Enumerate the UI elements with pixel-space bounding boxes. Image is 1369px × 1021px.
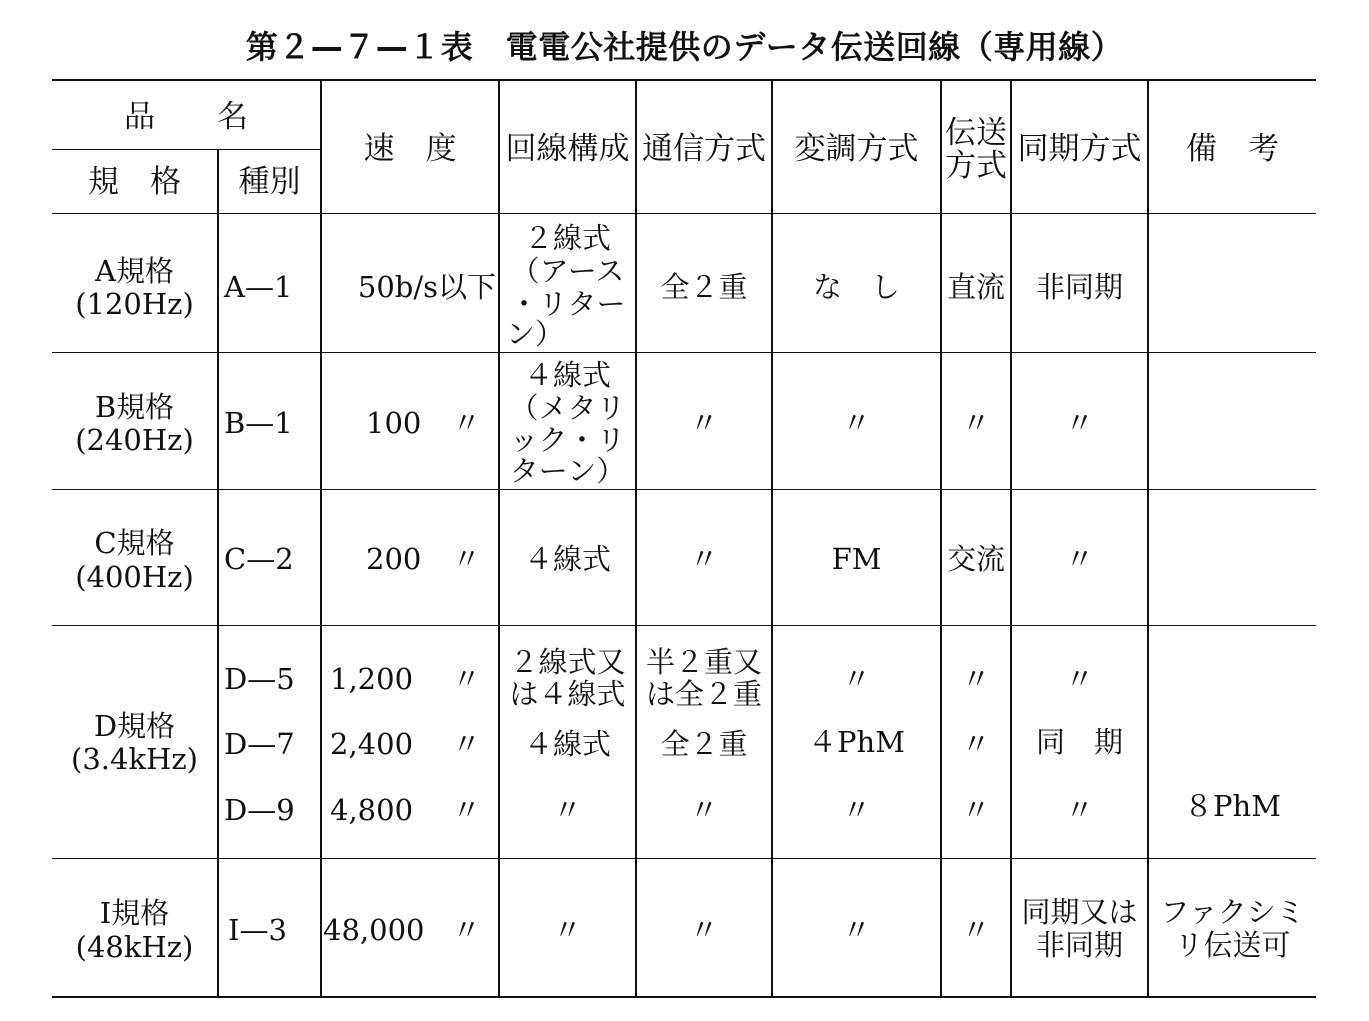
row-i-shubetsu: I—3 (228, 913, 287, 947)
row-i-kikaku-freq: (48kHz) (75, 930, 194, 964)
col-divider-shubetsu (320, 80, 322, 996)
row-d5-shubetsu: D—5 (224, 662, 295, 696)
row-b-tsushin: 〃 (689, 406, 719, 440)
row-d5-sokudo-ditto: 〃 (452, 662, 482, 696)
row-a-kikaku-freq: (120Hz) (75, 287, 194, 321)
row-c-densou: 交流 (946, 542, 1005, 576)
row-b-douki: 〃 (1064, 406, 1094, 440)
row-d7-douki: 同 期 (1035, 725, 1123, 759)
row-d7-densou: 〃 (961, 727, 991, 761)
row-b-kikaku-name: B規格 (94, 390, 175, 424)
row-a-kaisen-1: ２線式 (523, 221, 611, 255)
row-c-sokudo-ditto: 〃 (452, 542, 482, 576)
row-b-kaisen-2: （メタリ (509, 391, 626, 425)
row-a-douki: 非同期 (1035, 270, 1123, 304)
row-d9-douki: 〃 (1064, 793, 1094, 827)
row-d7-kaisen: ４線式 (523, 727, 611, 761)
row-a-kaisen-3: ・リター (509, 287, 626, 321)
row-i-hencho: 〃 (841, 913, 871, 947)
row-c-douki: 〃 (1064, 542, 1094, 576)
row-a-kaisen-4: ン） (506, 317, 565, 351)
row-d9-hencho: 〃 (841, 793, 871, 827)
row-c-kaisen: ４線式 (523, 542, 611, 576)
header-hinmei: 品 名 (124, 99, 248, 135)
header-biko: 備 考 (1186, 131, 1279, 167)
row-a-shubetsu: A—1 (224, 270, 293, 304)
row-b-kaisen-3: ック・リ (509, 423, 626, 457)
row-i-biko-2: リ伝送可 (1174, 928, 1291, 962)
row-i-douki-1: 同期又は (1021, 895, 1138, 929)
row-d9-sokudo: 4,800 (330, 793, 414, 827)
row-a-sokudo: 50b/s以下 (357, 270, 496, 304)
col-divider-kaisen (635, 80, 637, 996)
row-i-douki-2: 非同期 (1035, 928, 1123, 962)
header-rule (52, 213, 1316, 214)
header-kikaku: 規 格 (88, 164, 181, 200)
row-d5-kaisen-2: は４線式 (509, 677, 626, 711)
row-d9-shubetsu: D—9 (224, 793, 295, 827)
row-d9-densou: 〃 (961, 793, 991, 827)
col-divider-densou (1010, 80, 1012, 996)
row-d5-sokudo: 1,200 (330, 662, 414, 696)
header-name-divider (52, 149, 320, 150)
header-tsushin: 通信方式 (642, 131, 766, 167)
header-densou-1: 伝送 (945, 115, 1007, 151)
row-b-sokudo-ditto: 〃 (452, 406, 482, 440)
row-rule-c (52, 625, 1316, 626)
row-a-kikaku-name: A規格 (95, 254, 174, 288)
row-i-biko-1: ファクシミ (1160, 895, 1305, 929)
row-d5-tsushin-1: 半２重又 (645, 645, 762, 679)
row-b-densou: 〃 (961, 406, 991, 440)
row-a-hencho: な し (812, 270, 900, 304)
row-i-sokudo: 48,000 (323, 913, 425, 947)
col-divider-douki (1147, 80, 1149, 996)
row-d7-sokudo-ditto: 〃 (452, 727, 482, 761)
row-i-densou: 〃 (961, 913, 991, 947)
row-d9-sokudo-ditto: 〃 (452, 793, 482, 827)
row-rule-a (52, 352, 1316, 353)
row-d5-kaisen-1: ２線式又 (509, 645, 626, 679)
row-b-kikaku-freq: (240Hz) (75, 423, 194, 457)
header-densou-2: 方式 (945, 148, 1007, 184)
row-d-kikaku-name: D規格 (93, 709, 176, 743)
header-sokudo: 速 度 (363, 131, 457, 167)
row-c-sokudo: 200 (366, 542, 422, 576)
row-d5-hencho: 〃 (841, 662, 871, 696)
row-c-kikaku-freq: (400Hz) (75, 560, 194, 594)
col-divider-tsushin (771, 80, 773, 996)
row-i-kaisen: 〃 (552, 913, 582, 947)
row-d5-tsushin-2: は全２重 (645, 677, 762, 711)
header-kaisen: 回線構成 (505, 131, 630, 167)
row-d5-douki: 〃 (1064, 662, 1094, 696)
col-divider-kikaku (217, 150, 219, 996)
row-d9-tsushin: 〃 (689, 793, 719, 827)
header-hencho: 変調方式 (794, 131, 919, 167)
row-b-sokudo: 100 (366, 406, 422, 440)
row-c-hencho: FM (831, 542, 882, 576)
col-divider-hencho (940, 80, 942, 996)
row-b-kaisen-4: ターン） (509, 454, 626, 488)
row-rule-b (52, 489, 1316, 490)
row-a-tsushin: 全２重 (660, 270, 748, 304)
bottom-rule (52, 996, 1316, 998)
row-d-kikaku-freq: (3.4kHz) (71, 742, 198, 776)
row-i-tsushin: 〃 (689, 913, 719, 947)
row-c-kikaku-name: C規格 (94, 526, 175, 560)
row-d9-kaisen: 〃 (552, 793, 582, 827)
row-d9-biko: ８PhM (1184, 789, 1281, 823)
row-i-sokudo-ditto: 〃 (452, 913, 482, 947)
row-i-kikaku-name: I規格 (99, 896, 170, 930)
top-rule (52, 79, 1316, 81)
row-c-tsushin: 〃 (689, 542, 719, 576)
row-b-shubetsu: B—1 (224, 406, 293, 440)
row-b-kaisen-1: ４線式 (523, 358, 611, 392)
row-b-hencho: 〃 (841, 406, 871, 440)
row-d7-tsushin: 全２重 (660, 727, 748, 761)
row-c-shubetsu: C—2 (224, 542, 294, 576)
col-divider-sokudo (498, 80, 500, 996)
row-d7-hencho: ４PhM (808, 725, 905, 759)
header-douki: 同期方式 (1017, 131, 1142, 167)
header-shubetsu: 種別 (238, 164, 301, 200)
row-a-kaisen-2: （アース (510, 254, 625, 288)
row-d5-densou: 〃 (961, 662, 991, 696)
row-rule-d (52, 858, 1316, 859)
row-d7-shubetsu: D—7 (224, 727, 295, 761)
table-title: 第２—７—１表 電電公社提供のデータ伝送回線（専用線） (245, 28, 1124, 66)
row-d7-sokudo: 2,400 (330, 727, 414, 761)
row-a-densou: 直流 (946, 270, 1005, 304)
